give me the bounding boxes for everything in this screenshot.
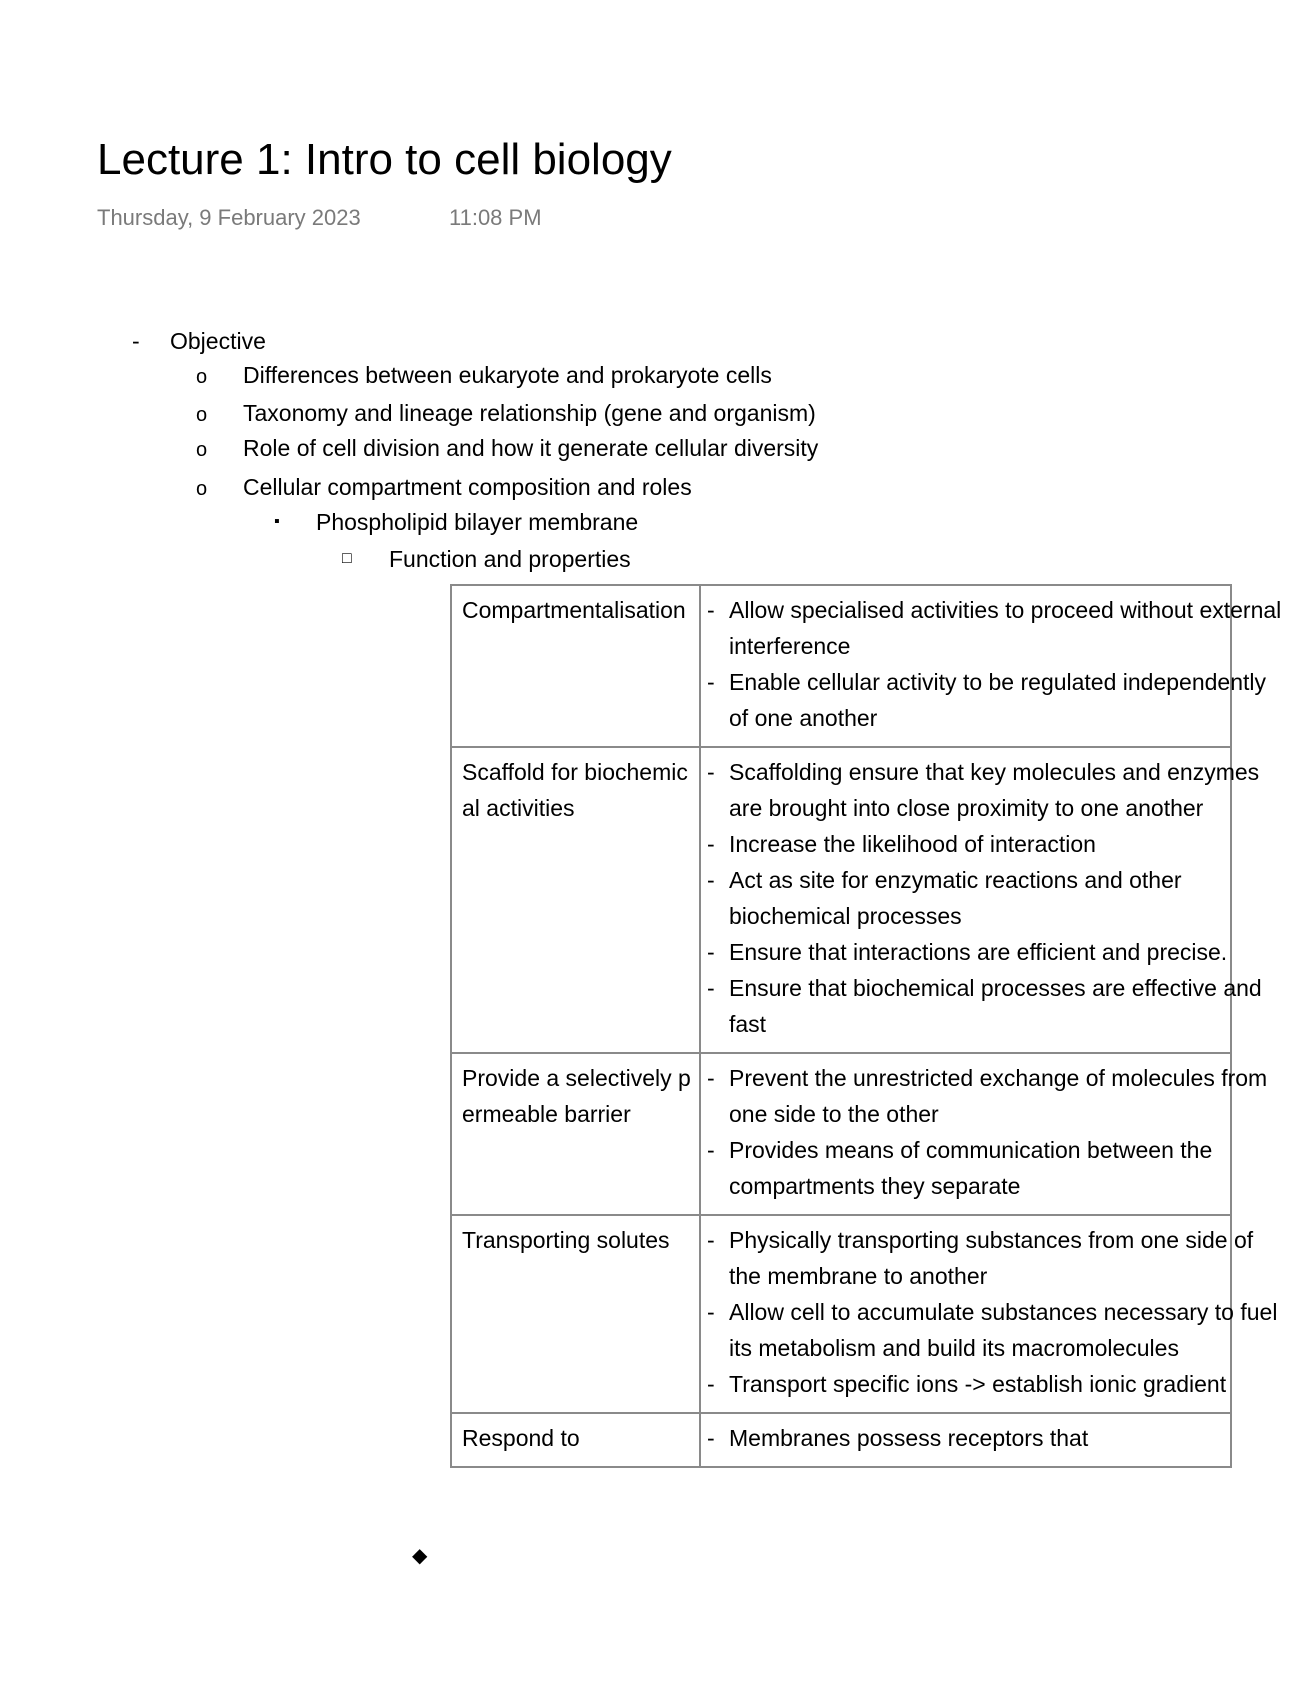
detail-item [707, 592, 1289, 664]
note-time: 11:08 PM [449, 205, 542, 230]
function-topic: Provide a selectively permeable barrier [451, 1053, 700, 1215]
dash-bullet-icon: - [707, 1371, 715, 1397]
outline-bullet-icon: o [196, 439, 208, 461]
dash-bullet-icon: - [707, 939, 715, 965]
table-row [451, 1215, 1231, 1413]
detail-text: Ensure that interactions are efficient and precise. [729, 939, 1228, 965]
detail-item [707, 862, 1289, 934]
detail-text: Act as site for enzymatic reactions and other biochemical processes [729, 867, 1182, 929]
dash-bullet-icon: - [707, 1425, 715, 1451]
detail-text: Scaffolding ensure that key molecules and enzymes are brought into close proximity to one another [729, 759, 1260, 821]
outline-bullet-icon: o [196, 404, 208, 426]
function-topic: Transporting solutes [451, 1215, 700, 1413]
outline-bullet-icon: - [132, 328, 140, 354]
note-meta [97, 205, 542, 231]
detail-text: Allow cell to accumulate substances necessary to fuel its metabolism and build its macromolecules [729, 1299, 1278, 1361]
table-row [451, 1053, 1231, 1215]
function-details [700, 1053, 1268, 1215]
outline-bullet-icon: o [196, 478, 208, 500]
outline-bullet-icon: ▪ [274, 513, 280, 530]
detail-item [707, 1132, 1289, 1204]
detail-text: Transport specific ions -> establish ionic gradient [729, 1371, 1227, 1397]
detail-item [707, 1222, 1289, 1294]
function-topic: Scaffold for biochemical activities [451, 747, 700, 1053]
membrane-functions-table [450, 584, 1282, 1468]
table-row [451, 1413, 1231, 1467]
function-details [700, 747, 1262, 1053]
table-row [451, 747, 1231, 1053]
function-details [700, 585, 1282, 747]
function-details [700, 1413, 1231, 1467]
outline-bullet-icon: o [196, 366, 208, 388]
table-row [451, 585, 1231, 747]
detail-item [707, 1060, 1289, 1132]
function-topic: Respond to [451, 1413, 700, 1467]
detail-item [707, 1294, 1289, 1366]
outline-text: Objective [170, 328, 266, 354]
detail-text: Enable cellular activity to be regulated independently of one another [729, 669, 1267, 731]
detail-text: Provides means of communication between the compartments they separate [729, 1137, 1213, 1199]
dash-bullet-icon: - [707, 975, 715, 1001]
dash-bullet-icon: - [707, 1227, 715, 1253]
detail-text: Physically transporting substances from one side of the membrane to another [729, 1227, 1254, 1289]
function-details [700, 1215, 1278, 1413]
detail-item [707, 664, 1289, 736]
outline-text: Phospholipid bilayer membrane [316, 509, 639, 535]
detail-text: Allow specialised activities to proceed without external interference [729, 597, 1282, 659]
detail-item [707, 754, 1289, 826]
note-date: Thursday, 9 February 2023 [97, 205, 361, 230]
outline-bullet-icon: □ [342, 550, 352, 567]
dash-bullet-icon: - [707, 1137, 715, 1163]
outline-text: Cellular compartment composition and roles [243, 474, 692, 500]
outline-text: Role of cell division and how it generate cellular diversity [243, 435, 819, 461]
detail-item [707, 1420, 1289, 1456]
dash-bullet-icon: - [707, 1299, 715, 1325]
page-title: Lecture 1: Intro to cell biology [97, 135, 672, 184]
detail-item [707, 1366, 1289, 1402]
dash-bullet-icon: - [707, 759, 715, 785]
dash-bullet-icon: - [707, 831, 715, 857]
dash-bullet-icon: - [707, 597, 715, 623]
detail-item [707, 826, 1289, 862]
detail-text: Increase the likelihood of interaction [729, 831, 1096, 857]
detail-item [707, 934, 1289, 970]
detail-text: Prevent the unrestricted exchange of molecules from one side to the other [729, 1065, 1268, 1127]
diamond-bullet-icon: ◆ [412, 1545, 428, 1567]
outline-text: Taxonomy and lineage relationship (gene and organism) [243, 400, 816, 426]
detail-text: Membranes possess receptors that [729, 1425, 1089, 1451]
detail-text: Ensure that biochemical processes are effective and fast [729, 975, 1262, 1037]
outline-text: Function and properties [389, 546, 631, 572]
function-topic: Compartmentalisation [451, 585, 700, 747]
detail-item [707, 970, 1289, 1042]
dash-bullet-icon: - [707, 669, 715, 695]
dash-bullet-icon: - [707, 867, 715, 893]
dash-bullet-icon: - [707, 1065, 715, 1091]
outline-text: Differences between eukaryote and prokaryote cells [243, 362, 772, 388]
